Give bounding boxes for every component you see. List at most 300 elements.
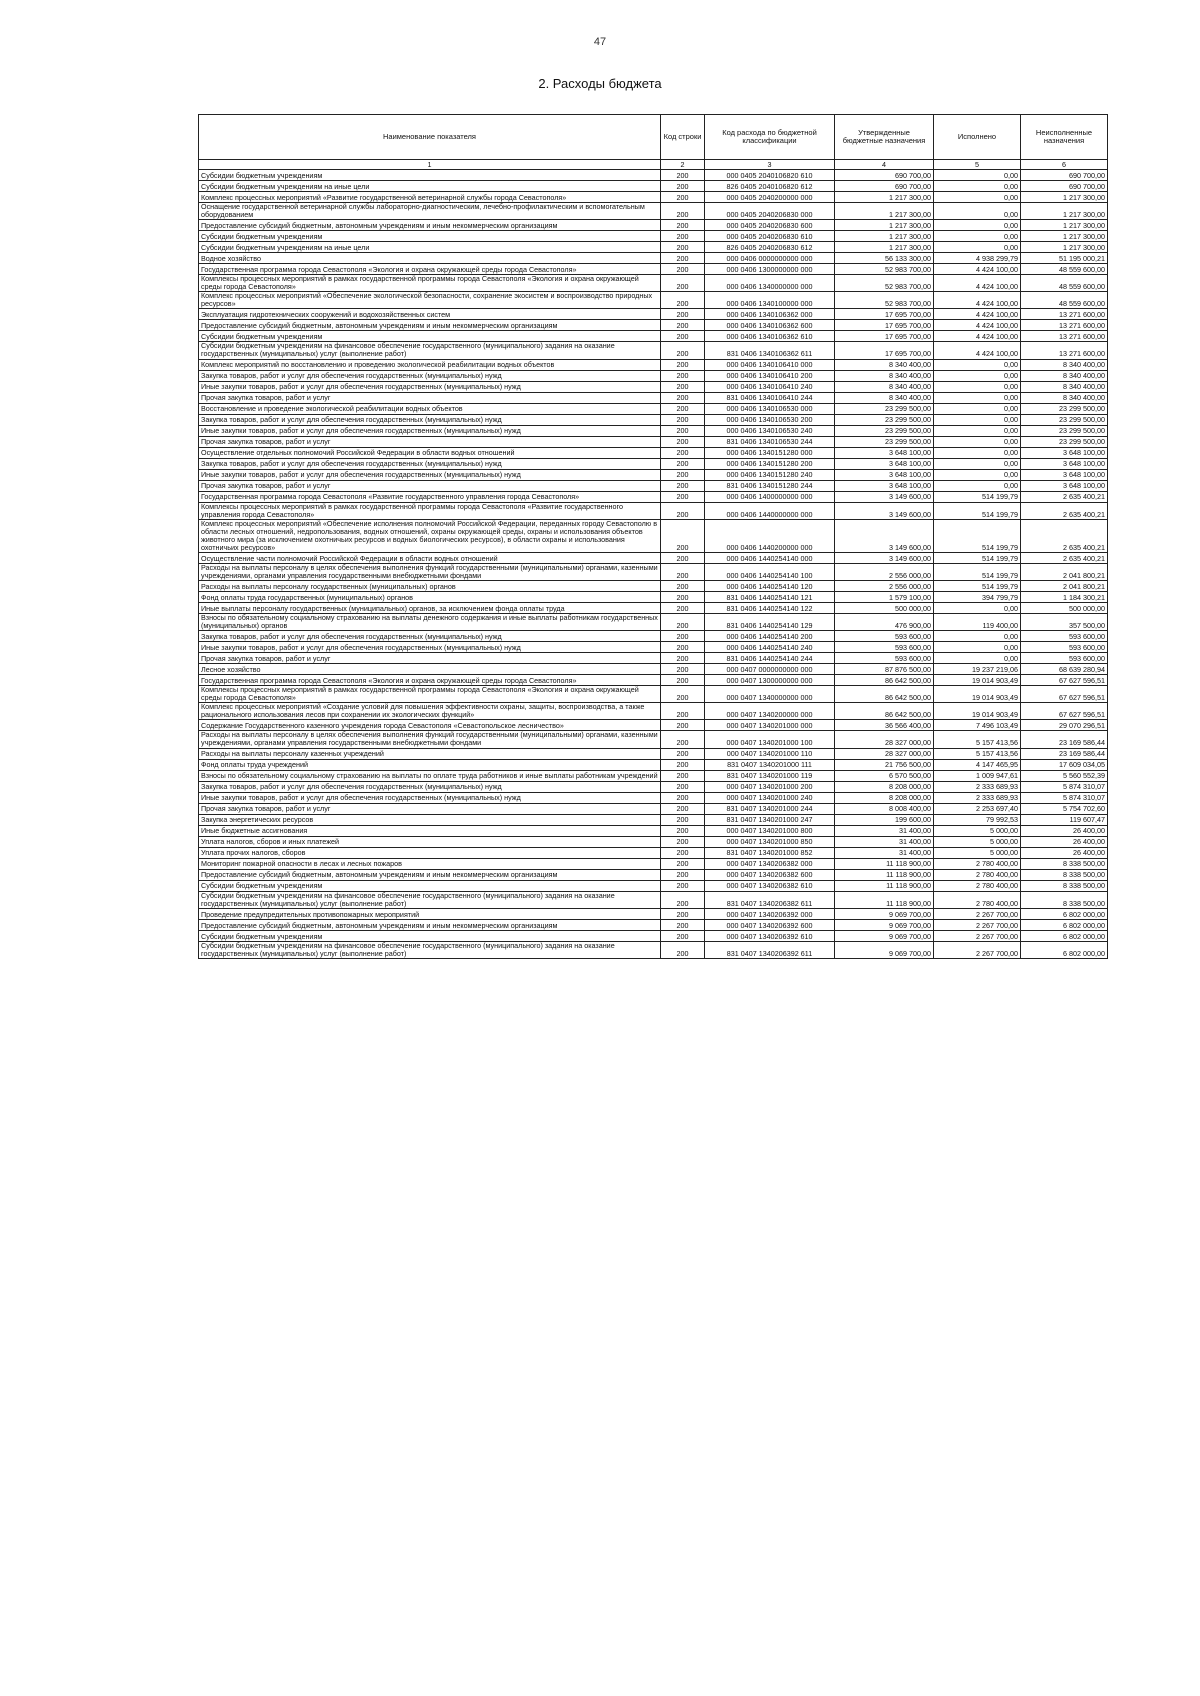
row-name: Субсидии бюджетным учреждениям [199, 170, 661, 181]
row-unexecuted: 8 338 500,00 [1021, 880, 1108, 891]
row-line-code: 200 [661, 320, 705, 331]
row-name: Лесное хозяйство [199, 664, 661, 675]
row-class-code: 000 0405 2040200000 000 [705, 192, 835, 203]
row-line-code: 200 [661, 748, 705, 759]
row-class-code: 000 0406 1340106410 200 [705, 370, 835, 381]
row-name: Субсидии бюджетным учреждениям на иные цели [199, 242, 661, 253]
row-class-code: 000 0407 1340206382 610 [705, 880, 835, 891]
row-line-code: 200 [661, 581, 705, 592]
row-class-code: 000 0405 2040206830 610 [705, 231, 835, 242]
row-unexecuted: 593 600,00 [1021, 642, 1108, 653]
row-unexecuted: 48 559 600,00 [1021, 264, 1108, 275]
row-executed: 2 267 700,00 [934, 941, 1021, 958]
row-unexecuted: 1 217 300,00 [1021, 192, 1108, 203]
row-name: Субсидии бюджетным учреждениям [199, 231, 661, 242]
row-line-code: 200 [661, 181, 705, 192]
row-unexecuted: 6 802 000,00 [1021, 930, 1108, 941]
header-unexecuted: Неисполненные назначения [1021, 115, 1108, 160]
row-line-code: 200 [661, 675, 705, 686]
row-class-code: 000 0407 1340201000 850 [705, 836, 835, 847]
row-line-code: 200 [661, 403, 705, 414]
row-line-code: 200 [661, 686, 705, 703]
row-unexecuted: 3 648 100,00 [1021, 447, 1108, 458]
row-line-code: 200 [661, 803, 705, 814]
row-line-code: 200 [661, 792, 705, 803]
row-unexecuted: 67 627 596,51 [1021, 686, 1108, 703]
row-executed: 514 199,79 [934, 552, 1021, 563]
row-executed: 2 267 700,00 [934, 919, 1021, 930]
table-row [199, 359, 1108, 370]
row-line-code: 200 [661, 264, 705, 275]
row-approved: 23 299 500,00 [835, 436, 934, 447]
table-row [199, 519, 1108, 552]
row-line-code: 200 [661, 631, 705, 642]
table-row [199, 292, 1108, 309]
row-unexecuted: 13 271 600,00 [1021, 320, 1108, 331]
row-class-code: 000 0407 1300000000 000 [705, 675, 835, 686]
row-name: Субсидии бюджетным учреждениям на финансовое обеспечение государственного (муниципального) задания на оказание государственных (муниципальных) услуг (выполнение работ) [199, 342, 661, 359]
row-approved: 3 149 600,00 [835, 502, 934, 519]
table-row [199, 447, 1108, 458]
row-executed: 4 424 100,00 [934, 320, 1021, 331]
row-executed: 0,00 [934, 242, 1021, 253]
row-unexecuted: 119 607,47 [1021, 814, 1108, 825]
row-executed: 5 000,00 [934, 836, 1021, 847]
row-executed: 0,00 [934, 192, 1021, 203]
row-name: Проведение предупредительных противопожарных мероприятий [199, 908, 661, 919]
row-approved: 476 900,00 [835, 614, 934, 631]
row-unexecuted: 5 874 310,07 [1021, 781, 1108, 792]
table-row [199, 814, 1108, 825]
row-unexecuted: 3 648 100,00 [1021, 480, 1108, 491]
row-line-code: 200 [661, 359, 705, 370]
row-unexecuted: 8 338 500,00 [1021, 891, 1108, 908]
row-line-code: 200 [661, 502, 705, 519]
row-unexecuted: 23 299 500,00 [1021, 425, 1108, 436]
row-approved: 11 118 900,00 [835, 858, 934, 869]
row-name: Субсидии бюджетным учреждениям на финансовое обеспечение государственного (муниципального) задания на оказание государственных (муниципальных) услуг (выполнение работ) [199, 891, 661, 908]
row-name: Закупка товаров, работ и услуг для обеспечения государственных (муниципальных) нужд [199, 631, 661, 642]
row-class-code: 000 0407 1340201000 110 [705, 748, 835, 759]
row-executed: 0,00 [934, 181, 1021, 192]
row-approved: 8 340 400,00 [835, 359, 934, 370]
row-executed: 5 157 413,56 [934, 731, 1021, 748]
row-name: Закупка товаров, работ и услуг для обеспечения государственных (муниципальных) нужд [199, 370, 661, 381]
header-name: Наименование показателя [199, 115, 661, 160]
row-line-code: 200 [661, 614, 705, 631]
row-approved: 31 400,00 [835, 847, 934, 858]
row-name: Закупка товаров, работ и услуг для обеспечения государственных (муниципальных) нужд [199, 414, 661, 425]
row-approved: 11 118 900,00 [835, 891, 934, 908]
table-row [199, 502, 1108, 519]
row-unexecuted: 5 560 552,39 [1021, 770, 1108, 781]
row-name: Комплексы процессных мероприятий в рамках государственной программы города Севастополя «Развитие государственного управления города Севастополя» [199, 502, 661, 519]
row-name: Субсидии бюджетным учреждениям на иные цели [199, 181, 661, 192]
row-approved: 52 983 700,00 [835, 264, 934, 275]
row-executed: 2 253 697,40 [934, 803, 1021, 814]
row-executed: 0,00 [934, 381, 1021, 392]
table-row [199, 181, 1108, 192]
row-line-code: 200 [661, 869, 705, 880]
row-line-code: 200 [661, 731, 705, 748]
row-approved: 8 208 000,00 [835, 792, 934, 803]
table-row [199, 748, 1108, 759]
row-line-code: 200 [661, 309, 705, 320]
row-class-code: 000 0406 1440200000 000 [705, 519, 835, 552]
row-unexecuted: 67 627 596,51 [1021, 703, 1108, 720]
row-line-code: 200 [661, 880, 705, 891]
row-approved: 52 983 700,00 [835, 292, 934, 309]
table-row [199, 825, 1108, 836]
row-class-code: 000 0407 1340206382 600 [705, 869, 835, 880]
row-class-code: 000 0406 1340106410 240 [705, 381, 835, 392]
row-class-code: 831 0406 1340106362 611 [705, 342, 835, 359]
row-name: Закупка товаров, работ и услуг для обеспечения государственных (муниципальных) нужд [199, 781, 661, 792]
row-approved: 9 069 700,00 [835, 908, 934, 919]
row-unexecuted: 13 271 600,00 [1021, 342, 1108, 359]
row-executed: 0,00 [934, 370, 1021, 381]
row-line-code: 200 [661, 592, 705, 603]
row-line-code: 200 [661, 458, 705, 469]
row-line-code: 200 [661, 825, 705, 836]
row-line-code: 200 [661, 392, 705, 403]
row-approved: 31 400,00 [835, 825, 934, 836]
row-approved: 17 695 700,00 [835, 331, 934, 342]
row-unexecuted: 8 338 500,00 [1021, 858, 1108, 869]
row-unexecuted: 26 400,00 [1021, 847, 1108, 858]
row-unexecuted: 23 299 500,00 [1021, 436, 1108, 447]
row-unexecuted: 67 627 596,51 [1021, 675, 1108, 686]
row-approved: 23 299 500,00 [835, 425, 934, 436]
row-name: Осуществление отдельных полномочий Российской Федерации в области водных отношений [199, 447, 661, 458]
row-name: Субсидии бюджетным учреждениям на финансовое обеспечение государственного (муниципального) задания на оказание государственных (муниципальных) услуг (выполнение работ) [199, 941, 661, 958]
row-class-code: 000 0407 0000000000 000 [705, 664, 835, 675]
row-class-code: 831 0407 1340206392 611 [705, 941, 835, 958]
row-line-code: 200 [661, 781, 705, 792]
row-approved: 8 340 400,00 [835, 392, 934, 403]
row-approved: 9 069 700,00 [835, 930, 934, 941]
row-name: Комплексы процессных мероприятий в рамках государственной программы города Севастополя «Экология и охрана окружающей среды города Севастополя» [199, 686, 661, 703]
row-unexecuted: 13 271 600,00 [1021, 309, 1108, 320]
row-executed: 5 000,00 [934, 825, 1021, 836]
table-header-row [199, 115, 1108, 160]
row-unexecuted: 6 802 000,00 [1021, 941, 1108, 958]
row-class-code: 000 0406 1440254140 120 [705, 581, 835, 592]
table-row [199, 919, 1108, 930]
row-line-code: 200 [661, 253, 705, 264]
row-approved: 1 217 300,00 [835, 192, 934, 203]
table-row [199, 552, 1108, 563]
row-unexecuted: 51 195 000,21 [1021, 253, 1108, 264]
row-approved: 593 600,00 [835, 631, 934, 642]
row-approved: 31 400,00 [835, 836, 934, 847]
table-row [199, 930, 1108, 941]
row-name: Уплата налогов, сборов и иных платежей [199, 836, 661, 847]
row-unexecuted: 8 340 400,00 [1021, 370, 1108, 381]
table-row [199, 781, 1108, 792]
row-name: Прочая закупка товаров, работ и услуг [199, 480, 661, 491]
row-executed: 19 014 903,49 [934, 675, 1021, 686]
row-class-code: 000 0406 1440254140 000 [705, 552, 835, 563]
row-line-code: 200 [661, 480, 705, 491]
row-approved: 8 340 400,00 [835, 370, 934, 381]
row-executed: 0,00 [934, 458, 1021, 469]
row-unexecuted: 1 217 300,00 [1021, 203, 1108, 220]
row-unexecuted: 2 041 800,21 [1021, 581, 1108, 592]
table-row [199, 941, 1108, 958]
row-line-code: 200 [661, 847, 705, 858]
row-name: Иные закупки товаров, работ и услуг для обеспечения государственных (муниципальных) нужд [199, 425, 661, 436]
row-executed: 514 199,79 [934, 563, 1021, 580]
row-name: Взносы по обязательному социальному страхованию на выплаты по оплате труда работников и иные выплаты работникам учреждений [199, 770, 661, 781]
row-unexecuted: 8 340 400,00 [1021, 381, 1108, 392]
row-unexecuted: 8 340 400,00 [1021, 359, 1108, 370]
row-approved: 3 149 600,00 [835, 552, 934, 563]
row-name: Комплекс процессных мероприятий «Создание условий для повышения эффективности охраны, защиты, воспроизводства, а также рационального использования лесов при сохранении их экологических функций» [199, 703, 661, 720]
row-approved: 1 217 300,00 [835, 242, 934, 253]
row-line-code: 200 [661, 770, 705, 781]
row-name: Прочая закупка товаров, работ и услуг [199, 653, 661, 664]
row-executed: 4 424 100,00 [934, 264, 1021, 275]
table-row [199, 642, 1108, 653]
table-row [199, 880, 1108, 891]
row-name: Комплексы процессных мероприятий в рамках государственной программы города Севастополя «Экология и охрана окружающей среды города Севастополя» [199, 275, 661, 292]
row-executed: 4 938 299,79 [934, 253, 1021, 264]
row-class-code: 000 0406 1340151280 240 [705, 469, 835, 480]
row-class-code: 831 0406 1440254140 122 [705, 603, 835, 614]
row-executed: 2 267 700,00 [934, 908, 1021, 919]
table-body [199, 170, 1108, 959]
row-class-code: 000 0406 1440254140 200 [705, 631, 835, 642]
row-name: Расходы на выплаты персоналу государственных (муниципальных) органов [199, 581, 661, 592]
row-name: Субсидии бюджетным учреждениям [199, 880, 661, 891]
row-executed: 2 267 700,00 [934, 930, 1021, 941]
column-number: 5 [934, 160, 1021, 170]
row-approved: 9 069 700,00 [835, 941, 934, 958]
row-class-code: 000 0406 1340106362 610 [705, 331, 835, 342]
row-approved: 1 217 300,00 [835, 203, 934, 220]
row-name: Государственная программа города Севастополя «Развитие государственного управления города Севастополя» [199, 491, 661, 502]
row-approved: 2 556 000,00 [835, 563, 934, 580]
row-line-code: 200 [661, 231, 705, 242]
row-name: Прочая закупка товаров, работ и услуг [199, 436, 661, 447]
row-line-code: 200 [661, 220, 705, 231]
row-line-code: 200 [661, 370, 705, 381]
row-executed: 0,00 [934, 447, 1021, 458]
row-unexecuted: 23 169 586,44 [1021, 748, 1108, 759]
row-unexecuted: 1 184 300,21 [1021, 592, 1108, 603]
row-executed: 2 780 400,00 [934, 880, 1021, 891]
table-row [199, 192, 1108, 203]
row-approved: 593 600,00 [835, 653, 934, 664]
row-approved: 690 700,00 [835, 170, 934, 181]
table-row [199, 614, 1108, 631]
row-line-code: 200 [661, 425, 705, 436]
row-approved: 17 695 700,00 [835, 320, 934, 331]
row-executed: 0,00 [934, 631, 1021, 642]
row-approved: 11 118 900,00 [835, 869, 934, 880]
table-row [199, 469, 1108, 480]
row-unexecuted: 690 700,00 [1021, 170, 1108, 181]
table-row [199, 425, 1108, 436]
row-executed: 2 333 689,93 [934, 792, 1021, 803]
row-unexecuted: 13 271 600,00 [1021, 331, 1108, 342]
table-row [199, 653, 1108, 664]
row-name: Расходы на выплаты персоналу в целях обеспечения выполнения функций государственными (муниципальными) органами, казенными учреждениями, органами управления государственными внебюджетными фондами [199, 731, 661, 748]
row-line-code: 200 [661, 170, 705, 181]
table-row [199, 309, 1108, 320]
row-name: Комплекс процессных мероприятий «Развитие государственной ветеринарной службы города Севастополя» [199, 192, 661, 203]
row-class-code: 831 0406 1440254140 244 [705, 653, 835, 664]
row-approved: 8 008 400,00 [835, 803, 934, 814]
row-executed: 2 333 689,93 [934, 781, 1021, 792]
row-line-code: 200 [661, 703, 705, 720]
row-line-code: 200 [661, 381, 705, 392]
table-row [199, 203, 1108, 220]
row-name: Расходы на выплаты персоналу в целях обеспечения выполнения функций государственными (муниципальными) органами, казенными учреждениями, органами управления государственными внебюджетными фондами [199, 563, 661, 580]
row-approved: 3 648 100,00 [835, 458, 934, 469]
row-executed: 514 199,79 [934, 502, 1021, 519]
row-executed: 4 424 100,00 [934, 342, 1021, 359]
row-approved: 199 600,00 [835, 814, 934, 825]
table-row [199, 275, 1108, 292]
row-name: Фонд оплаты труда учреждений [199, 759, 661, 770]
row-line-code: 200 [661, 342, 705, 359]
row-approved: 3 648 100,00 [835, 480, 934, 491]
row-class-code: 000 0406 1340151280 200 [705, 458, 835, 469]
row-class-code: 000 0406 1340106530 000 [705, 403, 835, 414]
column-number: 3 [705, 160, 835, 170]
header-executed: Исполнено [934, 115, 1021, 160]
row-line-code: 200 [661, 908, 705, 919]
row-name: Комплекс процессных мероприятий «Обеспечение экологической безопасности, сохранение экосистем и воспроизводство природных ресурсов» [199, 292, 661, 309]
row-executed: 0,00 [934, 220, 1021, 231]
row-line-code: 200 [661, 653, 705, 664]
row-unexecuted: 3 648 100,00 [1021, 469, 1108, 480]
table-row [199, 770, 1108, 781]
row-line-code: 200 [661, 919, 705, 930]
row-class-code: 000 0407 1340206392 610 [705, 930, 835, 941]
row-executed: 394 799,79 [934, 592, 1021, 603]
row-approved: 500 000,00 [835, 603, 934, 614]
row-name: Закупка энергетических ресурсов [199, 814, 661, 825]
table-row [199, 703, 1108, 720]
row-class-code: 831 0406 1340106530 244 [705, 436, 835, 447]
row-approved: 3 648 100,00 [835, 447, 934, 458]
row-name: Иные выплаты персоналу государственных (муниципальных) органов, за исключением фонда оплаты труда [199, 603, 661, 614]
row-executed: 79 992,53 [934, 814, 1021, 825]
row-name: Содержание Государственного казенного учреждения города Севастополя «Севастопольское лесничество» [199, 720, 661, 731]
table-row [199, 381, 1108, 392]
row-executed: 5 157 413,56 [934, 748, 1021, 759]
row-executed: 0,00 [934, 436, 1021, 447]
row-approved: 1 217 300,00 [835, 231, 934, 242]
row-executed: 7 496 103,49 [934, 720, 1021, 731]
row-approved: 23 299 500,00 [835, 414, 934, 425]
row-name: Предоставление субсидий бюджетным, автономным учреждениям и иным некоммерческим организациям [199, 320, 661, 331]
row-line-code: 200 [661, 203, 705, 220]
row-line-code: 200 [661, 275, 705, 292]
row-unexecuted: 2 635 400,21 [1021, 552, 1108, 563]
table-row [199, 891, 1108, 908]
row-executed: 0,00 [934, 653, 1021, 664]
row-executed: 4 424 100,00 [934, 309, 1021, 320]
row-approved: 1 217 300,00 [835, 220, 934, 231]
row-name: Предоставление субсидий бюджетным, автономным учреждениям и иным некоммерческим организациям [199, 869, 661, 880]
row-name: Мониторинг пожарной опасности в лесах и лесных пожаров [199, 858, 661, 869]
row-approved: 86 642 500,00 [835, 686, 934, 703]
row-approved: 11 118 900,00 [835, 880, 934, 891]
row-unexecuted: 5 754 702,60 [1021, 803, 1108, 814]
row-unexecuted: 23 299 500,00 [1021, 403, 1108, 414]
table-row [199, 664, 1108, 675]
row-name: Предоставление субсидий бюджетным, автономным учреждениям и иным некоммерческим организациям [199, 919, 661, 930]
row-class-code: 000 0407 1340200000 000 [705, 703, 835, 720]
row-executed: 514 199,79 [934, 491, 1021, 502]
row-executed: 0,00 [934, 480, 1021, 491]
row-executed: 0,00 [934, 425, 1021, 436]
page-number: 47 [593, 36, 607, 48]
row-class-code: 000 0406 1400000000 000 [705, 491, 835, 502]
row-executed: 0,00 [934, 359, 1021, 370]
table-row [199, 592, 1108, 603]
row-approved: 8 208 000,00 [835, 781, 934, 792]
column-number: 6 [1021, 160, 1108, 170]
row-approved: 87 876 500,00 [835, 664, 934, 675]
row-name: Уплата прочих налогов, сборов [199, 847, 661, 858]
column-number: 1 [199, 160, 661, 170]
row-class-code: 000 0406 1340106410 000 [705, 359, 835, 370]
row-class-code: 831 0406 1440254140 129 [705, 614, 835, 631]
row-class-code: 000 0405 2040106820 610 [705, 170, 835, 181]
row-unexecuted: 26 400,00 [1021, 836, 1108, 847]
row-name: Оснащение государственной ветеринарной службы лабораторно-диагностическим, лечебно-профилактическим и вспомогательным оборудованием [199, 203, 661, 220]
row-name: Иные закупки товаров, работ и услуг для обеспечения государственных (муниципальных) нужд [199, 469, 661, 480]
table-row [199, 491, 1108, 502]
row-executed: 4 147 465,95 [934, 759, 1021, 770]
row-approved: 17 695 700,00 [835, 309, 934, 320]
row-line-code: 200 [661, 642, 705, 653]
row-executed: 0,00 [934, 603, 1021, 614]
row-unexecuted: 2 041 800,21 [1021, 563, 1108, 580]
row-unexecuted: 5 874 310,07 [1021, 792, 1108, 803]
row-class-code: 000 0407 1340201000 200 [705, 781, 835, 792]
row-name: Эксплуатация гидротехнических сооружений и водохозяйственных систем [199, 309, 661, 320]
table-row [199, 869, 1108, 880]
table-row [199, 170, 1108, 181]
row-class-code: 000 0407 1340206392 000 [705, 908, 835, 919]
row-unexecuted: 29 070 296,51 [1021, 720, 1108, 731]
row-name: Фонд оплаты труда государственных (муниципальных) органов [199, 592, 661, 603]
row-class-code: 831 0407 1340201000 119 [705, 770, 835, 781]
row-unexecuted: 8 338 500,00 [1021, 869, 1108, 880]
row-name: Предоставление субсидий бюджетным, автономным учреждениям и иным некоммерческим организациям [199, 220, 661, 231]
row-name: Иные закупки товаров, работ и услуг для обеспечения государственных (муниципальных) нужд [199, 642, 661, 653]
row-unexecuted: 1 217 300,00 [1021, 231, 1108, 242]
row-class-code: 000 0407 1340201000 100 [705, 731, 835, 748]
row-class-code: 000 0406 1300000000 000 [705, 264, 835, 275]
row-name: Закупка товаров, работ и услуг для обеспечения государственных (муниципальных) нужд [199, 458, 661, 469]
row-class-code: 826 0405 2040106820 612 [705, 181, 835, 192]
row-unexecuted: 1 217 300,00 [1021, 242, 1108, 253]
row-executed: 2 780 400,00 [934, 891, 1021, 908]
table-row [199, 370, 1108, 381]
row-unexecuted: 357 500,00 [1021, 614, 1108, 631]
table-row [199, 242, 1108, 253]
row-approved: 593 600,00 [835, 642, 934, 653]
table-row [199, 686, 1108, 703]
row-unexecuted: 23 299 500,00 [1021, 414, 1108, 425]
